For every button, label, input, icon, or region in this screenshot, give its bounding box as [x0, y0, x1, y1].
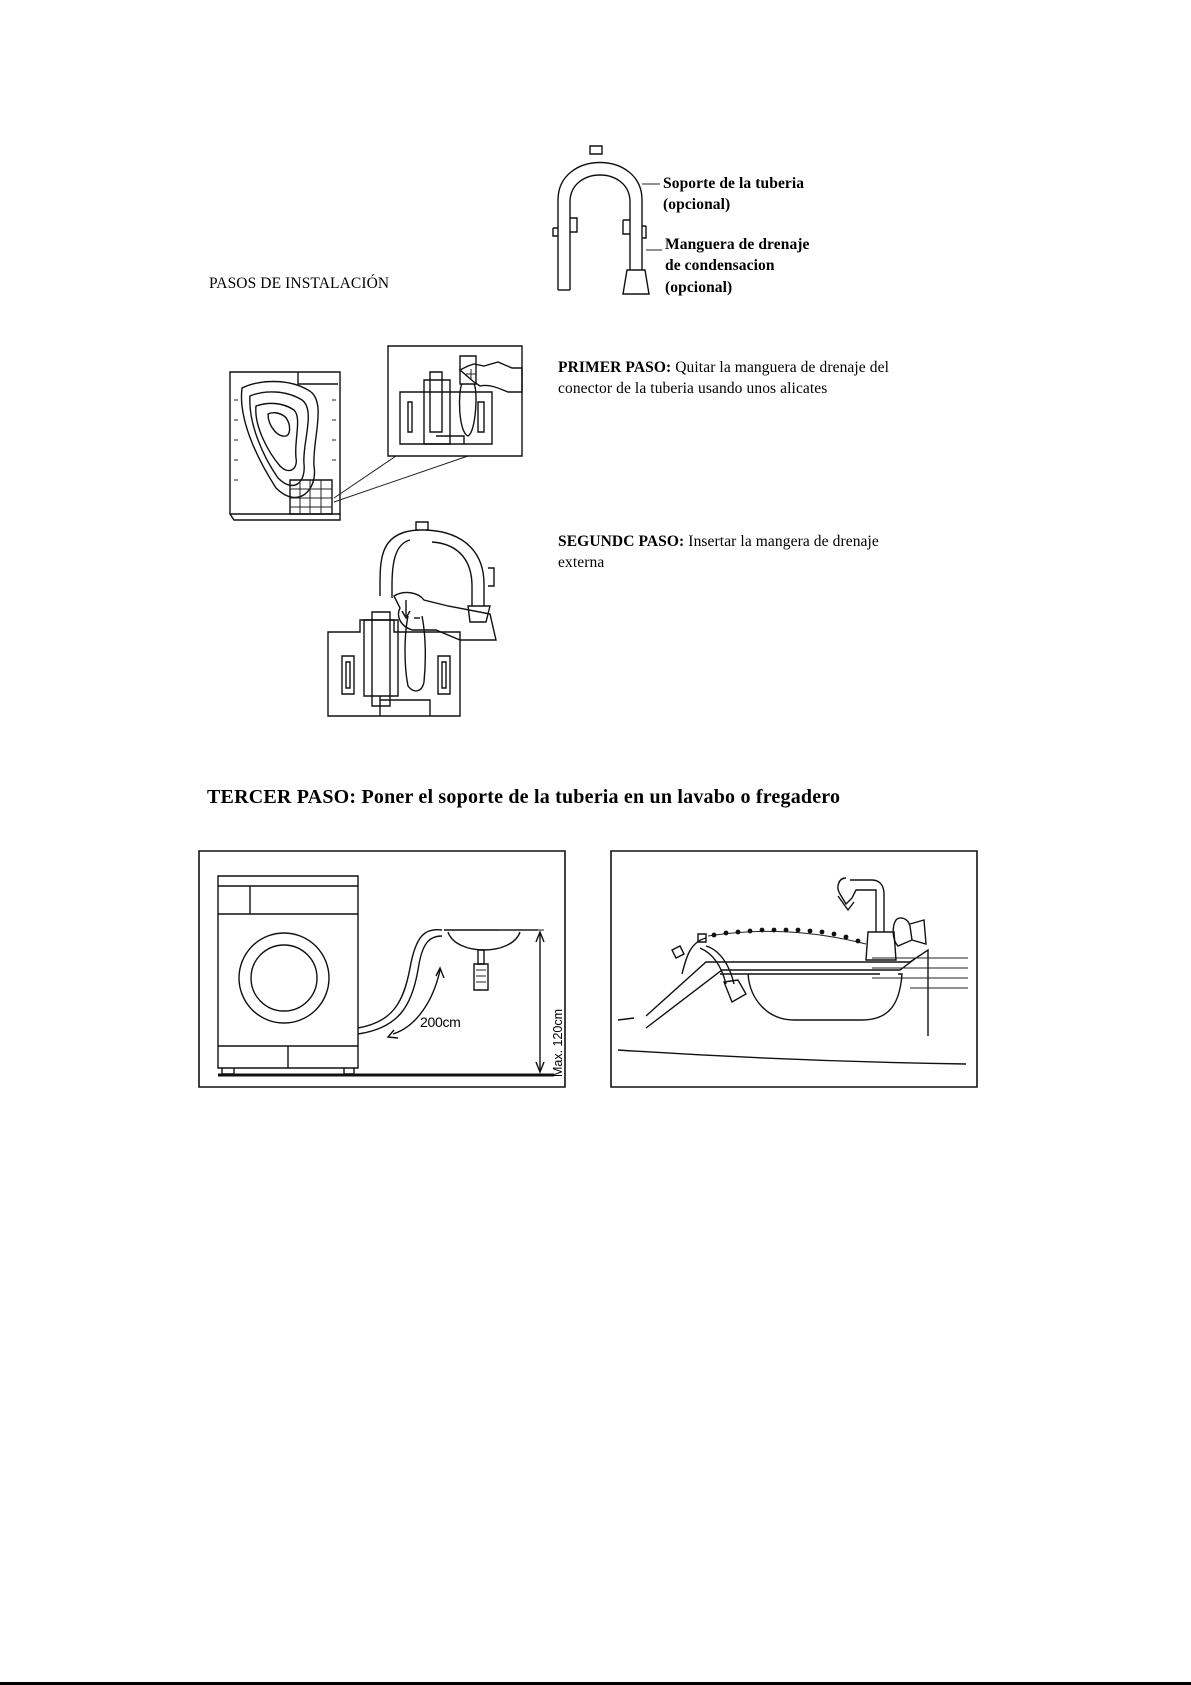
hose-length-label: 200cm: [420, 1014, 461, 1030]
dryer-sink-diagram: [198, 850, 566, 1088]
pipe-support-illustration: [550, 140, 660, 300]
step3-text: Poner el soporte de la tuberia en un lavabo o fregadero: [356, 786, 841, 808]
step2-text-line2: externa: [558, 554, 605, 571]
step1-heading: PRIMER PASO:: [558, 359, 672, 376]
hose-label-line2: de condensacion: [665, 257, 775, 274]
step2-line1: [558, 531, 879, 552]
support-label-line1: Soporte de la tuberia: [663, 175, 805, 192]
hose-label-line3: (opcional): [665, 279, 733, 296]
step2-heading: SEGUNDC PASO:: [558, 533, 685, 550]
hose-label-line1: Manguera de drenaje: [665, 236, 810, 253]
dryer-back-illustration: [228, 340, 528, 525]
kitchen-sink-diagram: [610, 850, 978, 1088]
page-title: PASOS DE INSTALACIÓN: [209, 275, 390, 292]
step2-text-line1: Insertar la mangera de drenaje: [684, 533, 879, 550]
step1-text-line2: conector de la tuberia usando unos alicates: [558, 380, 828, 397]
step1-text-line1: Quitar la manguera de drenaje del: [671, 359, 889, 376]
step3-line: [207, 786, 840, 809]
insert-hose-illustration: [320, 516, 500, 726]
step3-heading: TERCER PASO:: [207, 786, 357, 808]
support-label-line2: (opcional): [663, 196, 731, 213]
max-height-label: Max. 120cm: [551, 1008, 565, 1078]
step1-line1: [558, 357, 889, 378]
